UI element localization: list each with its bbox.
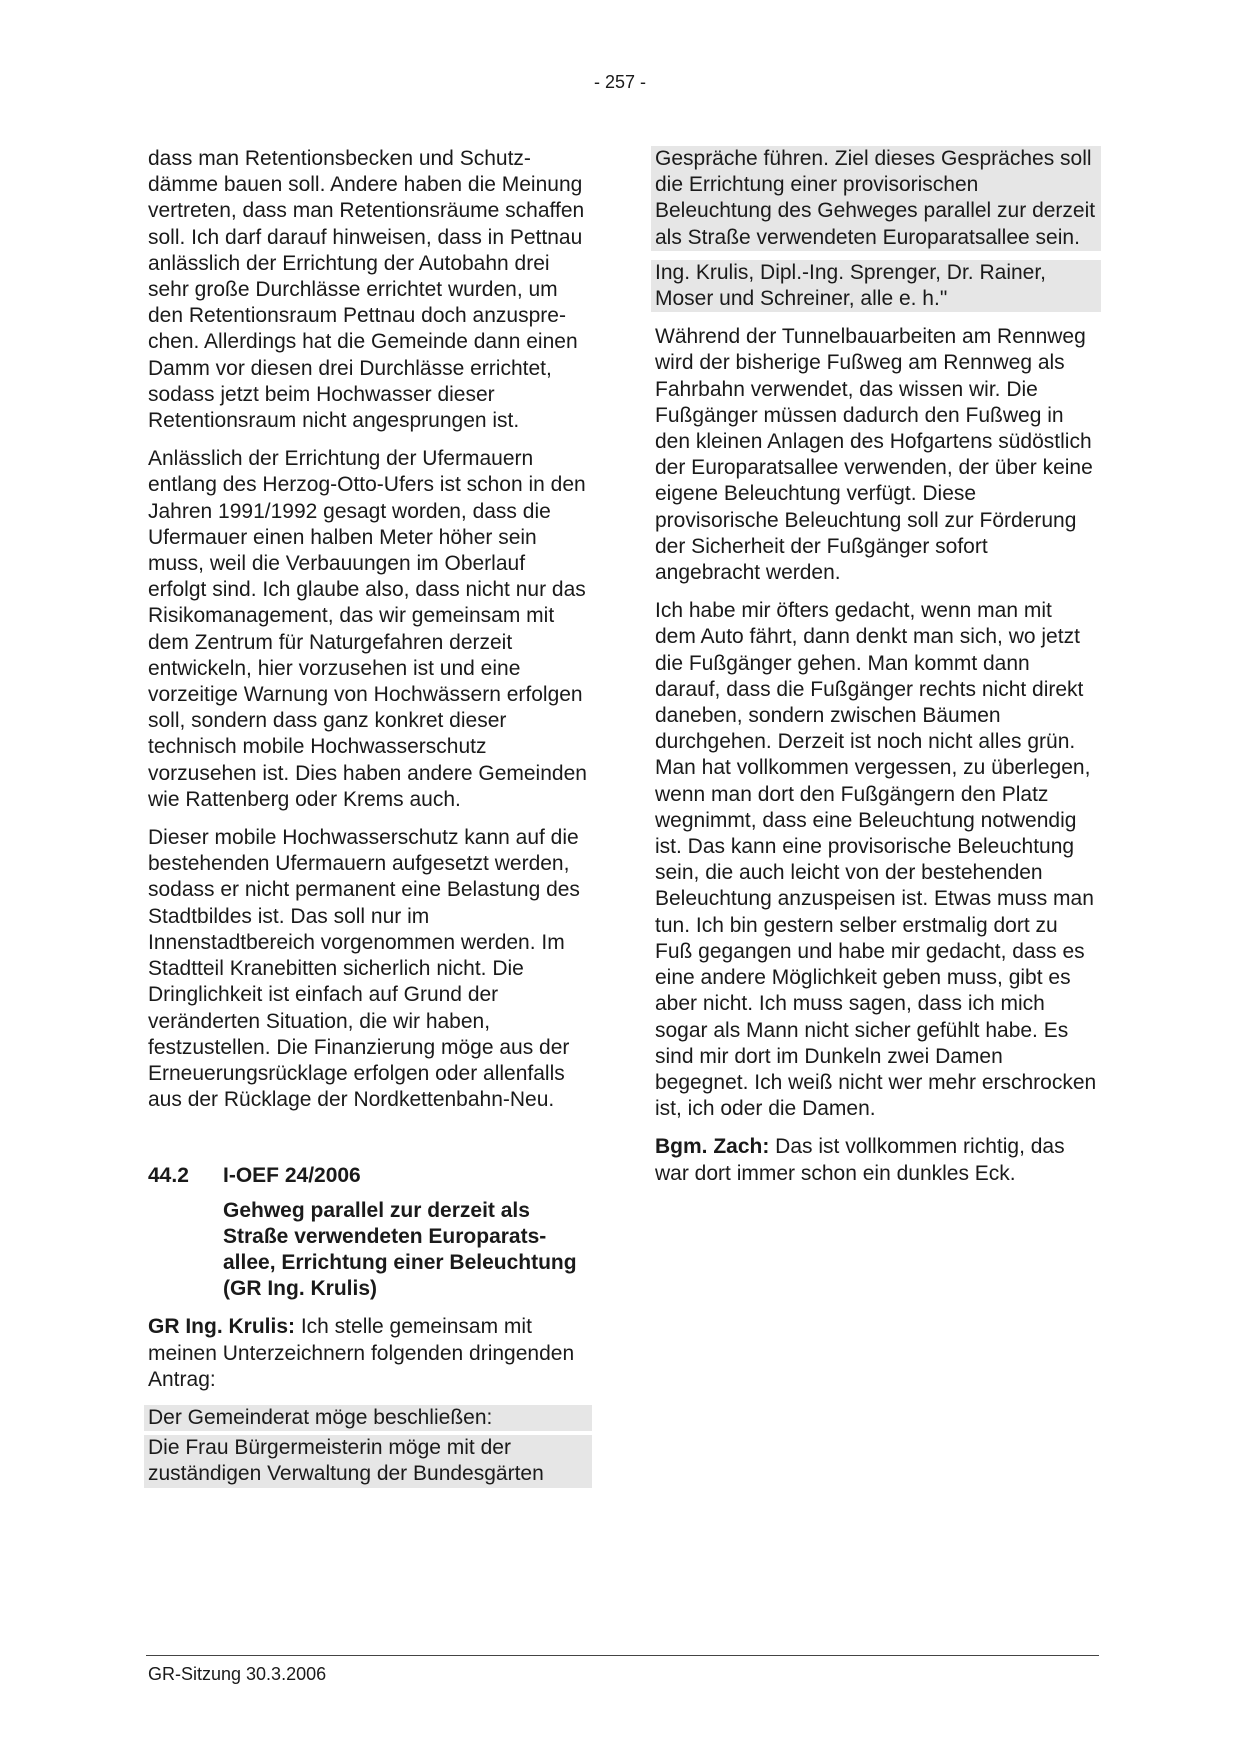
right-paragraph-2: Ich habe mir öfters gedacht, wenn man mit dem Auto fährt, dann denkt man sich, wo jetzt die Fußgänger gehen. Man kommt dann darauf, dass die Fußgänger rechts nicht direkt daneben, sondern zwischen Bäumen durchgehen. Derzeit ist noch nicht alles grün. Man hat vollkommen vergessen, zu überlegen, wenn man dort den Fußgängern den Platz wegnimmt, dass eine Beleuchtung notwendig ist. Das kann eine provisorische Beleuchtung sein, die auch leicht von der bestehenden Beleuchtung anzuspeisen ist. Etwas muss man tun. Ich bin gestern selber erstmalig dort zu Fuß gegangen und habe mir gedacht, dass es eine andere Möglichkeit geben muss, gibt es aber nicht. Ich muss sagen, dass ich mich sogar als Mann nicht sicher gefühlt habe. Es sind mir dort im Dunkeln zwei Damen begegnet. Ich weiß nicht wer mehr erschrocken ist, ich oder die Damen. xyxy=(655,599,1097,1121)
left-paragraph-2: Anlässlich der Errichtung der Ufermauern entlang des Herzog-Otto-Ufers ist schon in den Jahren 1991/1992 gesagt worden, dass die Ufermauer einen halben Meter höher sein muss, weil die Verbauungen im Oberlauf erfolgt sind. Ich glaube also, dass nicht nur das Risikomanagement, das wir gemeinsam mit dem Zentrum für Naturgefahren derzeit entwickeln, hier vorzusehen ist und eine vorzeitige Warnung von Hochwässern erfolgen soll, sondern dass ganz konkret dieser technisch mobile Hochwasserschutz vorzusehen ist. Dies haben andere Gemeinden wie Rattenberg oder Krems auch. xyxy=(148,447,587,811)
left-paragraph-1: dass man Retentionsbecken und Schutzdämme bauen soll. Andere haben die Meinung vertreten, dass man Retentionsräume schaffen soll. Ich darf darauf hinweisen, dass in Pettnau anlässlich der Errichtung der Autobahn drei sehr große Durchlässe errichtet wurden, um den Retentionsraum Pettnau doch anzusprechen. Allerdings hat die Gemeinde dann einen Damm vor diesen drei Durchlässe errichtet, sodass jetzt beim Hochwasser dieser Retentionsraum nicht angesprungen ist. xyxy=(148,147,585,433)
signatories-block: Ing. Krulis, Dipl.-Ing. Sprenger, Dr. Rainer, Moser und Schreiner, alle e. h." xyxy=(651,260,1101,312)
right-column xyxy=(655,146,1097,1199)
left-column xyxy=(148,146,588,1492)
speech-paragraph xyxy=(148,1314,588,1393)
footer-divider xyxy=(146,1655,1099,1656)
right-paragraph-1: Während der Tunnelbauarbeiten am Rennweg wird der bisherige Fußweg am Rennweg als Fahrbahn verwendet, das wissen wir. Die Fußgänger müssen dadurch den Fußweg in den kleinen Anlagen des Hofgartens südöstlich der Europaratsallee verwenden, der über keine eigene Beleuchtung verfügt. Diese provisorische Beleuchtung soll zur Förderung der Sicherheit der Fußgänger sofort angebracht werden. xyxy=(655,325,1093,585)
motion-block-1: Der Gemeinderat möge beschließen: xyxy=(144,1405,592,1431)
speaker-name: GR Ing. Krulis: xyxy=(148,1315,295,1339)
speech-text: Ich stelle gemeinsam mit meinen Unterzeichnern folgenden dringenden Antrag: xyxy=(148,1315,575,1391)
reply-speaker-name: Bgm. Zach: xyxy=(655,1135,770,1159)
section-code: I-OEF 24/2006 xyxy=(223,1164,361,1188)
section-number: 44.2 xyxy=(148,1164,189,1188)
section-title: Gehweg parallel zur derzeit als Straße verwendeten Europaratsallee, Errichtung einer Beleuchtung (GR Ing. Krulis) xyxy=(223,1198,577,1301)
motion-block-2: Die Frau Bürgermeisterin möge mit der zuständigen Verwaltung der Bundesgärten xyxy=(144,1435,592,1487)
motion-block-3: Gespräche führen. Ziel dieses Gespräches soll die Errichtung einer provisorischen Beleuchtung des Gehweges parallel zur derzeit als Straße verwendeten Europaratsallee sein. xyxy=(651,146,1101,251)
left-paragraph-3: Dieser mobile Hochwasserschutz kann auf die bestehenden Ufermauern aufgesetzt werden, sodass er nicht permanent eine Belastung des Stadtbildes ist. Das soll nur im Innenstadtbereich vorgenommen werden. Im Stadtteil Kranebitten sicherlich nicht. Die Dringlichkeit ist einfach auf Grund der veränderten Situation, die wir haben, festzustellen. Die Finanzierung möge aus der Erneuerungsrücklage erfolgen oder allenfalls aus der Rücklage der Nordkettenbahn-Neu. xyxy=(148,826,580,1112)
reply-text: Das ist vollkommen richtig, das war dort immer schon ein dunkles Eck. xyxy=(655,1135,1065,1185)
section-heading xyxy=(148,1163,588,1189)
page-number: - 257 - xyxy=(593,72,647,92)
reply-paragraph xyxy=(655,1134,1097,1186)
footer-text: GR-Sitzung 30.3.2006 xyxy=(148,1664,327,1684)
